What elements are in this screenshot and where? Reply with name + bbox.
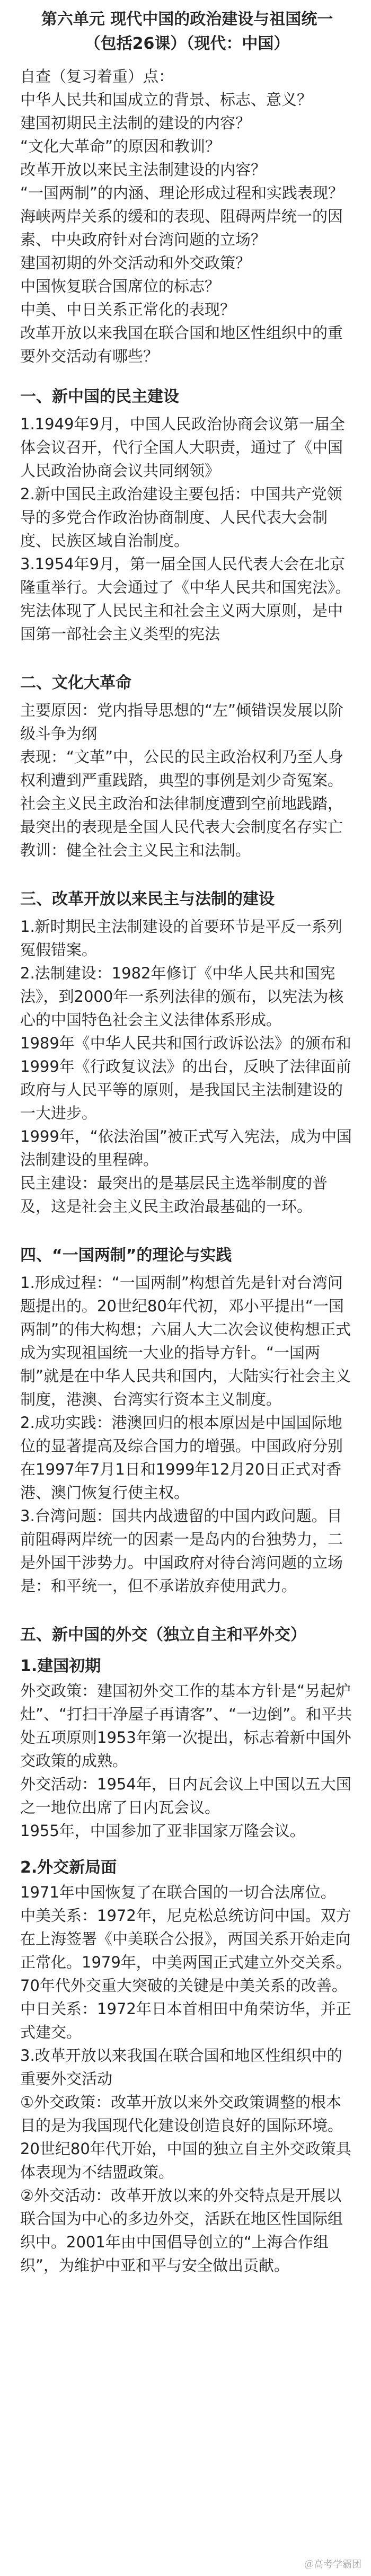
- paragraph: 2.新中国民主政治建设主要包括：中国共产党领导的多党合作政治协商制度、人民代表大会制度、民族区域自治制度。: [20, 485, 342, 550]
- paragraph: ①外交政策：改革开放以来外交政策调整的根本目的是为我国现代化建设创造良好的国际环境。20世纪80年代开始，中国的独立自主外交政策具体表现为不结盟政策。: [20, 2093, 351, 2181]
- paragraph: 1.1949年9月，中国人民政治协商会议第一届全体会议召开，代行全国人大职责，通过了《中国人民政治协商会议共同纲领》: [20, 415, 345, 480]
- paragraph: 社会主义民主政治和法律制度遭到空前地践踏，最突出的表现是全国人民代表大会制度名存实亡: [20, 795, 343, 836]
- paragraph: 2.成功实践：港澳回归的根本原因是中国国际地位的显著提高及综合国力的增强。中国政府分别在1997年7月1日和1999年12月20日正式对香港、澳门恢复行使主权。: [20, 1414, 343, 1502]
- review-line: 中国恢复联合国席位的标志？: [20, 277, 220, 295]
- review-line: 改革开放以来民主法制建设的内容？: [20, 161, 267, 179]
- subsection-heading: 1.建国初期: [20, 1657, 101, 1675]
- review-line: 中美、中日关系正常化的表现？: [20, 301, 236, 319]
- paragraph: 外交政策：建国初外交工作的基本方针是“另起炉灶”、“打扫干净屋子再请客”、“一边倒”。和平共处五项原则1953年第一次提出，标志着新中国外交政策的成熟。: [20, 1682, 352, 1770]
- paragraph: 中美关系：1972年，尼克松总统访问中国。双方在上海签署《中美联合公报》，两国关系开始走向正常化。1979年，中美两国正式建立外交关系。70年代外交重大突破的关键是中美关系的改善。: [20, 1907, 351, 1995]
- subsection-heading: 2.外交新局面: [20, 1858, 117, 1877]
- paragraph: 民主建设：最突出的是基层民主选举制度的普及，这是社会主义民主政治最基础的一环。: [20, 1174, 328, 1215]
- section-diplomacy: [20, 1622, 354, 2277]
- review-line: 建国初期的外交活动和外交政策？: [20, 254, 251, 272]
- page-title: 第六单元 现代中国的政治建设与祖国统一: [41, 10, 333, 29]
- paragraph: 1999年，“依法治国”被正式写入宪法，成为中国法制建设的里程碑。: [20, 1127, 352, 1169]
- section-heading: 五、新中国的外交（独立自主和平外交）: [20, 1626, 306, 1644]
- paragraph: 1971年中国恢复了在联合国的一切合法席位。: [20, 1883, 336, 1901]
- paragraph: 主要原因：党内指导思想的“左”倾错误发展以阶级斗争为纲: [20, 701, 344, 743]
- section-cultural-revolution: [20, 670, 354, 862]
- paragraph: 1989年《中华人民共和国行政诉讼法》的颁布和1999年《行政复议法》的出台，反映了法律面前政府与人民平等的原则，是我国民主法制建设的一大进步。: [20, 1034, 351, 1122]
- paragraph: 中日关系：1972年日本首相田中角荣访华，并正式建交。: [20, 2000, 351, 2041]
- section-heading: 二、文化大革命: [20, 674, 131, 692]
- section-heading: 四、“一国两制”的理论与实践: [20, 1246, 232, 1265]
- paragraph: 教训：健全社会主义民主和法制。: [20, 841, 251, 859]
- review-line: “一国两制”的内涵、理论形成过程和实践表现？: [20, 184, 344, 202]
- paragraph: 3.台湾问题：国共内战遗留的中国内政问题。目前阻碍两岸统一的因素一是岛内的台独势力，二是外国干涉势力。中国政府对待台湾问题的立场是：和平统一，但不承诺放弃使用武力。: [20, 1507, 343, 1595]
- review-line: 中华人民共和国成立的背景、标志、意义？: [20, 91, 313, 109]
- paragraph: 1.新时期民主法制建设的首要环节是平反一系列冤假错案。: [20, 918, 342, 959]
- paragraph: 3.改革开放以来我国在联合国和地区性组织中的重要外交活动: [20, 2046, 342, 2088]
- watermark: ＠高考学霸团: [304, 2559, 361, 2570]
- paragraph: 1955年，中国参加了亚非国家万隆会议。: [20, 1822, 305, 1840]
- review-line: 海峡两岸关系的缓和的表现、阻碍两岸统一的因素、中央政府针对台湾问题的立场？: [20, 207, 343, 249]
- review-line: “文化大革命”的原因和教训？: [20, 137, 221, 155]
- review-line: 自查（复习着重）点：: [20, 67, 174, 85]
- paragraph: ②外交活动：改革开放以来的外交特点是开展以联合国为中心的多边外交，活跃在地区性国际组织中。2001年由中国倡导创立的“上海合作组织”，为维护中亚和平与安全做出贡献。: [20, 2186, 343, 2274]
- section-heading: 三、改革开放以来民主与法制的建设: [20, 890, 275, 908]
- section-reform-legal: [20, 886, 354, 1218]
- section-democracy: [20, 384, 354, 646]
- page-subtitle: （包括26课）（现代：中国）: [84, 34, 290, 53]
- paragraph: 2.法制建设：1982年修订《中华人民共和国宪法》，到2000年一系列法律的颁布，以宪法为核心的中国特色社会主义法律体系形成。: [20, 964, 344, 1029]
- paragraph: 表现：“文革”中，公民的民主政治权利乃至人身权利遭到严重践踏，典型的事例是刘少奇冤案。: [20, 748, 344, 789]
- paragraph: 1.形成过程：“一国两制”构想首先是针对台湾问题提出的。20世纪80年代初，邓小平提出“一国两制”的伟大构想；六届人大二次会议使构想正式成为实现祖国统一大业的指导方针。“一国两制”就是在中华人民共和国内，大陆实行社会主义制度，港澳、台湾实行资本主义制度。: [20, 1274, 351, 1408]
- spacer: [20, 1842, 354, 1850]
- section-heading: 一、新中国的民主建设: [20, 387, 179, 406]
- review-line: 改革开放以来我国在联合国和地区性组织中的重要外交活动有哪些？: [20, 324, 343, 365]
- paragraph: 3.1954年9月，第一届全国人民代表大会在北京隆重举行。大会通过了《中华人民共和国宪法》。宪法体现了人民民主和社会主义两大原则，是中国第一部社会主义类型的宪法: [20, 555, 351, 643]
- section-one-country-two-systems: [20, 1242, 354, 1598]
- paragraph: 外交活动：1954年，日内瓦会议上中国以五大国之一地位出席了日内瓦会议。: [20, 1775, 351, 1816]
- review-list: [20, 65, 354, 368]
- review-line: 建国初期民主法制的建设的内容？: [20, 114, 251, 132]
